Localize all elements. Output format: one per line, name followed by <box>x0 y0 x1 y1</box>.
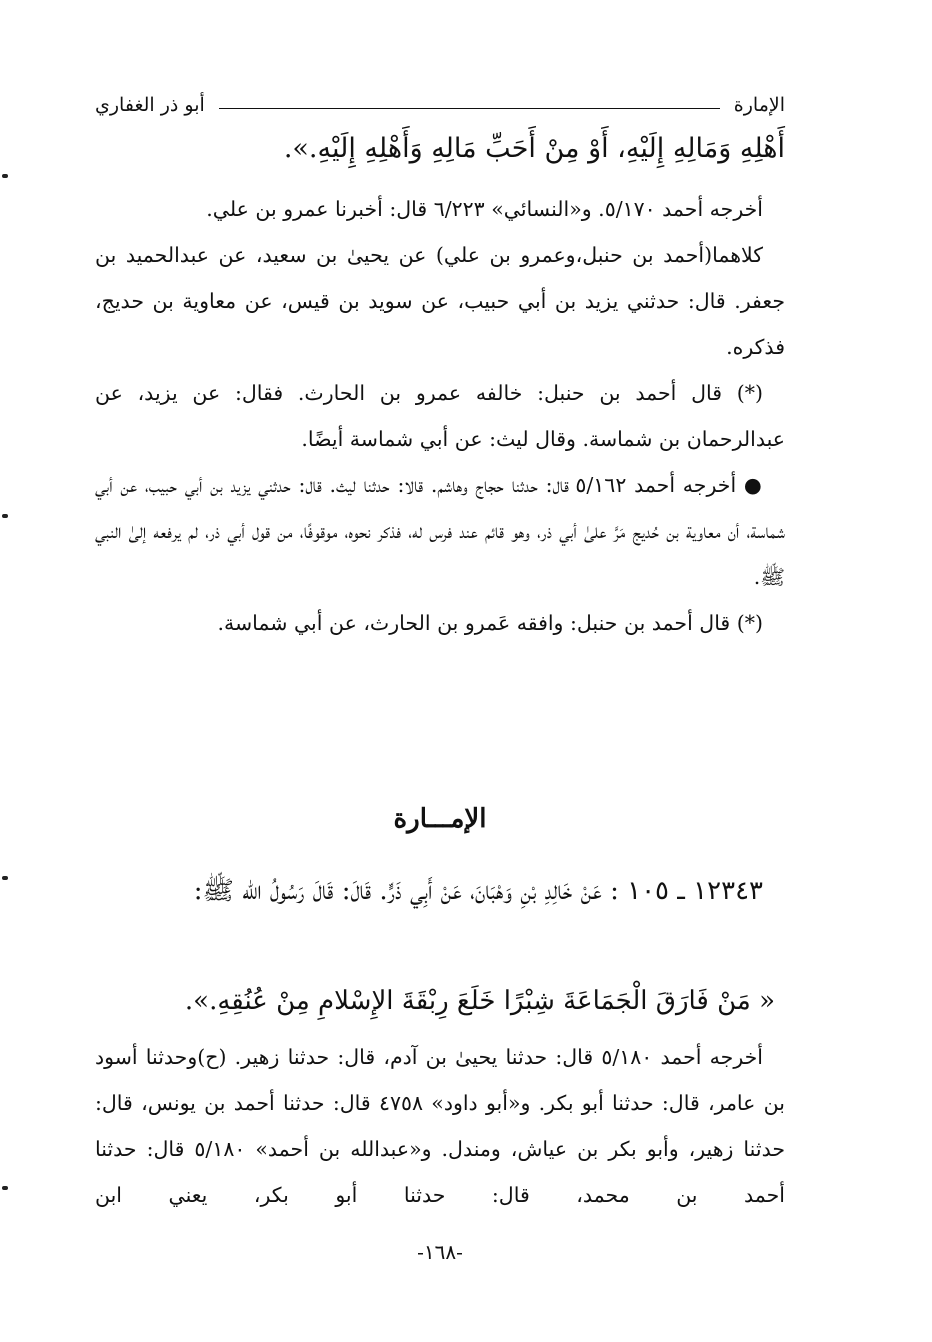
takhrij-bottom <box>95 1034 785 1218</box>
running-header <box>95 90 785 120</box>
paragraph: أخرجه أحمد ٥/١٧٠. و«النسائي» ٦/٢٢٣ قال: أخبرنا عمرو بن علي. <box>206 197 763 221</box>
takhrij-top <box>95 186 785 646</box>
margin-mark <box>2 174 8 178</box>
paragraph: (*) قال أحمد بن حنبل: خالفه عمرو بن الحارث. فقال: عن يزيد، عن عبدالرحمان بن شماسة. وقال ليث: عن أبي شماسة أيضًا. <box>95 381 785 451</box>
hadith-intro: ١٢٣٤٣ ـ ١٠٥ : عَنْ خَالِدِ بْنِ وَهْبَانَ، عَنْ أَبِي ذَرٍّ. قَالَ: قَالَ رَسُولُ الله ﷺ: <box>193 876 763 906</box>
page <box>95 82 785 1272</box>
margin-mark <box>2 876 8 880</box>
margin-mark <box>2 514 8 518</box>
paragraph: أخرجه أحمد ٥/١٨٠ قال: حدثنا يحيىٰ بن آدم، قال: حدثنا زهير. (ح)وحدثنا أسود بن عامر، قال: حدثنا أبو بكر. و«أبو داود» ٤٧٥٨ قال: حدثنا أحمد بن يونس، قال: حدثنا زهير، وأبو بكر بن عياش، ومندل. و«عبدالله بن أحمد» ٥/١٨٠ قال: حدثنا أحمد بن محمد، قال: حدثنا أبو بكر، يعني ابن <box>95 1045 786 1207</box>
hadith-text: « مَنْ فَارَقَ الْجَمَاعَةَ شِبْرًا خَلَعَ رِبْقَةَ الإِسْلامِ مِنْ عُنُقِهِ.». <box>184 986 775 1016</box>
section-title: الإمـــارة <box>393 804 487 834</box>
header-book: أبو ذر الغفاري <box>95 94 205 116</box>
header-chapter: الإمارة <box>733 94 785 116</box>
paragraph: (*) قال أحمد بن حنبل: وافقه عَمرو بن الحارث، عن أبي شماسة. <box>217 611 763 635</box>
margin-mark <box>2 1186 8 1190</box>
paragraph: ● أخرجه أحمد ٥/١٦٢ قال: حدثنا حجاج وهاشم. قالا: حدثنا ليث. قال: حدثني يزيد بن أبي حبيب، عن أبي شماسة، أن معاوية بن حُديج مَرَّ علىٰ أبي ذر، وهو قائم عند فرس له، فذكر نحوه، موقوفًا، من قول أبي ذر، لم يرفعه إلىٰ النبي ﷺ. <box>95 473 785 589</box>
page-number: -١٦٨- <box>417 1240 463 1264</box>
header-rule <box>219 108 720 109</box>
paragraph: كلاهما(أحمد بن حنبل،وعمرو بن علي) عن يحيىٰ بن سعيد، عن عبدالحميد بن جعفر. قال: حدثني يزيد بن أبي حبيب، عن سويد بن قيس، عن معاوية بن حديج، فذكره. <box>95 243 785 359</box>
hadith-continuation: أَهْلِهِ وَمَالِهِ إِلَيْهِ، أَوْ مِنْ أَحَبِّ مَالِهِ وَأَهْلِهِ إِلَيْهِ.». <box>283 133 785 164</box>
